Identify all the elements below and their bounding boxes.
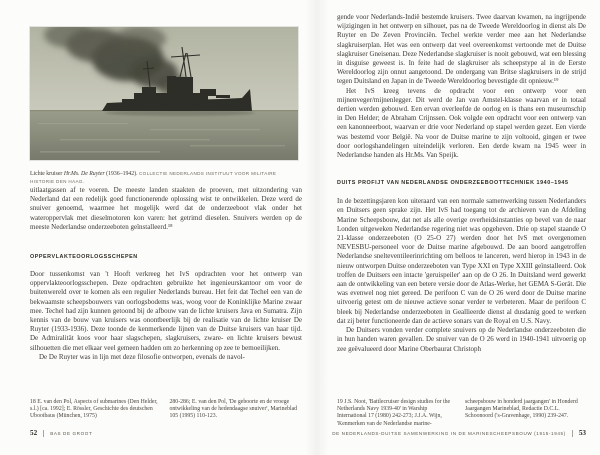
running-title-chapter: DE NEDERLANDS-DUITSE SAMENWERKING IN DE MARINESCHEEPSBOUW (1915-1945) (332, 431, 566, 436)
paragraph: Het IvS kreeg tevens de opdracht voor een ontwerp voor een mijnenveger/mijnenlegger. Dit werd de Jan van Amstel-klasse waarvan er in totaal dertien werden gebouwd. Een ervan overleefde de oorlog en is thans een museumschip in Den Helder; de Abraham Crijnssen. Ook volgde een opdracht voor een ontwerp van een kanonneerboot, waarvan er drie voor Nederland op stapel werden gezet. Een vierde was bestemd voor België. Na voor de Duitse marine te zijn voltooid, gingen er twee door oorlogshandelingen uiteindelijk verloren. Een derde kwam na 1945 weer in Nederlandse handen als Hr.Ms. Van Speijk. (337, 86, 586, 160)
page-gutter-shadow (305, 0, 329, 455)
footnote-column: 18 E. van den Pol, Aspects of submarines (Den Helder, s.l.) [ca. 1992]; E. Rössler, Geschichte des deutschen Ubootbaus (München, 1975) (30, 399, 158, 420)
section-heading-surface-warships: OPPERVLAKTEOORLOGSSCHEPEN (30, 254, 138, 261)
footnote-column: 19 J.S. Noot, 'Battlecruiser design studies for the Netherlands Navy 1939-40' in Warship International 17 (1980) 242-273; J.J.A. Wijn, 'Kenmerken van de Nederlandse marine- (337, 399, 451, 427)
footnote-column: 280-286; E. van den Pol, 'De geboorte en de vroege ontwikkeling van de hedendaagse snuiver', Marineblad 105 (1995) 110-123. (169, 399, 298, 420)
cruiser-photo-illustration (30, 27, 298, 160)
photo-sea (30, 110, 298, 160)
photo-caption (30, 170, 298, 187)
caption-years: (1936–1942). (104, 170, 140, 177)
section-heading-german-profit: DUITS PROFIJT VAN NEDERLANDSE ONDERZEEBOOTTECHNIEK 1940–1945 (337, 180, 569, 187)
page-number: 53 (578, 429, 586, 437)
paragraph: De De Ruyter was in lijn met deze filosofie ontworpen, evenals de navol- (39, 352, 245, 361)
paragraph: gende voor Nederlands-Indië bestemde kruisers. Twee daarvan kwamen, na ingrijpende wijzigingen in het ontwerp en silhouet, pas na de Tweede Wereldoorlog in dienst als De Ruyter en De Zeven Provinciën. Techel werkte verder mee aan het Nederlandse slagkruiserplan. Het was een ontwerp dat veel overeenkomst vertoonde met de Duitse slagkruiser Gneisenau. Deze Nederlandse slagkruiser is nooit gebouwd, wat een blessing in disguise geweest is. In feite had de slagkruiser als scheepstype al in de Eerste Wereldoorlog zijn onnut aangetoond. De ondergang van Britse slagkruisers in de strijd tegen Duitsland en Japan in de Tweede Wereldoorlog bevestigde dit opnieuw.¹⁹ (337, 13, 586, 86)
right-text-column (337, 13, 586, 354)
footer-divider (43, 430, 44, 437)
footer-divider (572, 430, 573, 437)
footnotes-right-page (337, 399, 586, 428)
caption-credit: COLLECTIE NEDERLANDS INSTITUUT VOOR MILITAIRE HISTORIE DEN HAAG. (30, 170, 277, 185)
page-footer-left (30, 429, 92, 437)
page-footer-right (332, 429, 586, 437)
page-number: 52 (30, 429, 38, 437)
paragraph: In de bezettingsjaren kon uiteraard van een normale samenwerking tussen Nederlanders en Duitsers geen sprake zijn. Het IvS had toegang tot de archieven van de Afdeling Marine Scheepsbouw, dat net als alle overige overheidsinstanties op bevel van de naar Londen uitgeweken Nederlandse regering niet was opgeheven. Drie op stapel staande O 21-klasse onderzeeboten (O 25-O 27) werden door het IvS met overgenomen NEVESBU-personeel voor de Duitse marine afgebouwd. De aan boord aangetroffen Nederlandse snelteventileerinrichting om belloos te lanceren, werd hierop in 1943 in de nieuw ontworpen Duitse onderzeeboten van Type XXI en Type XXIII geïnstalleerd. Ook troffen de Duitsers een intacte 'geruispeiler' aan op de O 26. In Duitsland werd gewerkt aan de ontwikkeling van een betere versie door de Atlas-Werke, het GEMA S-Gerät. Die was evenwel nog niet gereed. De perifoon C van de O 26 werd door de Duitse marine uitvoerig getest om de nieuwe actieve sonar verder te verbeteren. Maar de perifoon C bleek bij Nederlandse onderzeeboten in Geallieerde dienst al dusdanig goed te werken dat zij beter functioneerde dan de actieve sonars van de Royal en U.S. Navy. (337, 197, 586, 325)
paragraph: uitlaatgassen af te voeren. De meeste landen staakten de proeven, met uitzondering van Nederland dat een redelijk goed functionerende oplossing wist te ontwikkelen. Deze werd de snuiver genoemd, waarmee het mogelijk werd dat de onderzeeboot vlak onder het wateroppervlak met dieselmotoren kon varen: het getrimd dieselen. Snuivers werden op de meeste Nederlandse onderzeeboten geïnstalleerd.¹⁸ (30, 186, 302, 231)
left-text-column (30, 186, 302, 362)
caption-ship-name: Hr.Ms. De Ruyter (63, 170, 105, 177)
footnotes-left-page (30, 399, 302, 421)
photo-light-cruiser (30, 27, 298, 160)
running-title-author: BAS DE GROOT (50, 431, 93, 436)
footnote-column: scheepsbouw in honderd jaargangen' in Honderd Jaargangen Marineblad, Redactie D.C.L. Schoonoord ('s-Gravenhage, 1990) 239-247. (465, 399, 578, 420)
paragraph: Door tussenkomst van 't Hooft verkreeg het IvS opdrachten voor het ontwerp van oppervlakteoorlogsschepen. Deze opdrachten gebruikte het ingenieurskantoor om voor de buitenwereld over te komen als een regulier Nederlands bureau. Het feit dat Techel een van de bekwaamste scheepsbouwers van oorlogsbodems was, woog voor de Koninklijke Marine zwaar mee. Techel had zijn kunnen getoond bij de afbouw van de lichte kruisers Java en Sumatra. Zijn kennis van de bouw van kruisers was onontbeerlijk bij de realisatie van de lichte kruiser De Ruyter (1933-1936). Deze toonde de kenmerkende lijnen van de Duitse kruisers van haar tijd. De Admiralität koos voor haar slagschepen, slagkruisers, zware- en lichte kruisers bewust silhouetten die met elkaar veel gemeen hadden om zo herkenning op zee te bemoeilijken. (30, 270, 302, 352)
paragraph: De Duitsers vonden verder complete snuivers op de Nederlandse onderzeeboten die in hun handen waren gevallen. De snuiver van de O 26 werd in 1940-1941 uitvoerig op zee geëvalueerd door Marine Oberbaurat Christoph (337, 326, 586, 353)
caption-prefix: Lichte kruiser (30, 170, 64, 177)
